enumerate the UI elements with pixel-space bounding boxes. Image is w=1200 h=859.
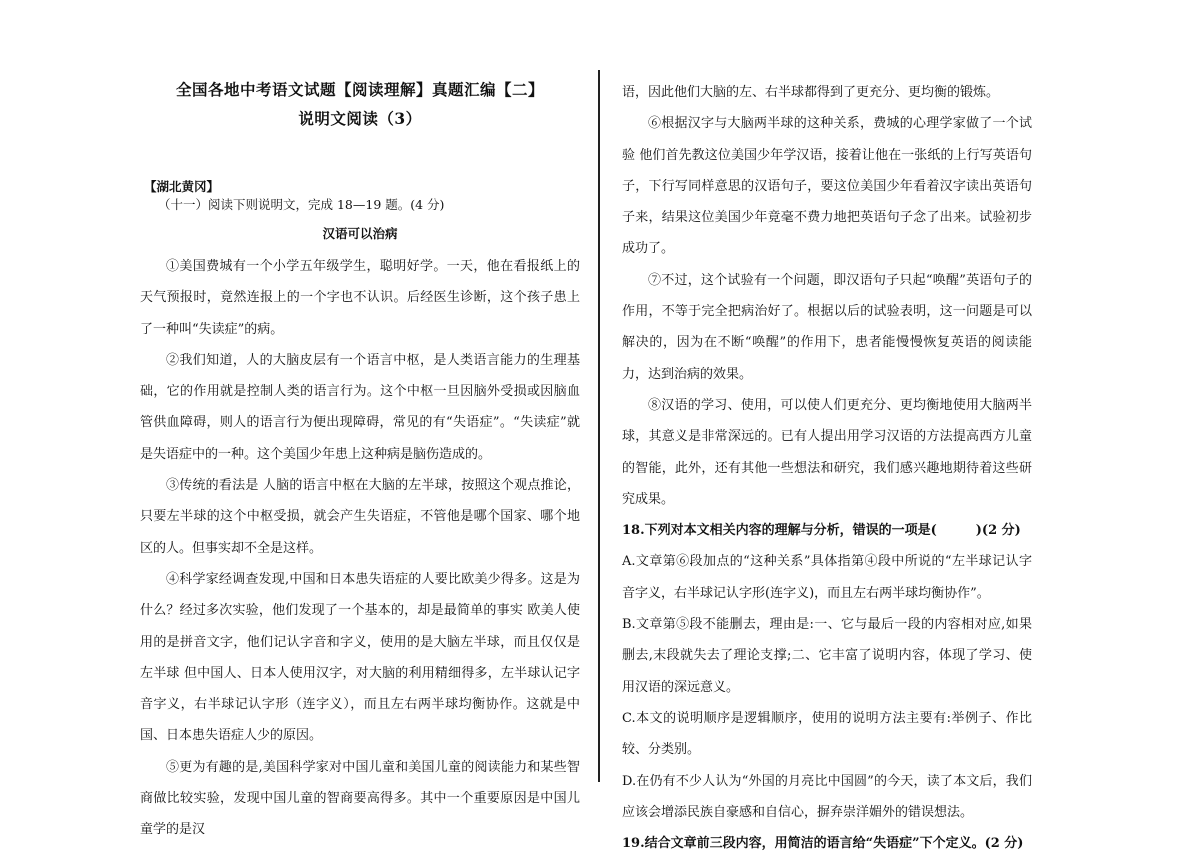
question-19: 19.结合文章前三段内容，用简洁的语言给“失语症”下个定义。(2 分) [622,836,1024,852]
article-body-right [622,77,1032,859]
article-title: 汉语可以治病 [322,226,398,241]
question-18: 18.下列对本文相关内容的理解与分析，错误的一项是( )(2 分) [622,523,1021,539]
column-divider [598,70,600,782]
option-c: C.本文的说明顺序是逻辑顺序，使用的说明方法主要有:举例子、作比较、分类别。 [622,710,1032,758]
paragraph-1: ①美国费城有一个小学五年级学生，聪明好学。一天，他在看报纸上的天气预报时，竟然连报上的一个字也不认识。后经医生诊断，这个孩子患上了一种叫“失读症”的病。 [140,259,580,337]
paragraph-5-continued: 语，因此他们大脑的左、右半球都得到了更充分、更均衡的锻炼。 [622,85,1000,100]
page-subtitle: 说明文阅读（3） [298,109,422,128]
paragraph-2: ②我们知道，人的大脑皮层有一个语言中枢，是人类语言能力的生理基础，它的作用就是控制人类的语言行为。这个中枢一旦因脑外受损或因脑血管供血障碍，则人的语言行为便出现障碍，常见的有“失语症”。“失读症”就是失语症中的一种。这个美国少年患上这种病是脑伤造成的。 [140,352,580,462]
article-body-left [140,251,580,846]
paragraph-8: ⑧汉语的学习、使用，可以使人们更充分、更均衡地使用大脑两半球，其意义是非常深远的。已有人提出用学习汉语的方法提高西方儿童的智能，此外，还有其他一些想法和研究，我们感兴趣地期待着这些研究成果。 [622,397,1032,507]
source-label: 【湖北黄冈】 [144,179,220,194]
paragraph-3: ③传统的看法是 人脑的语言中枢在大脑的左半球，按照这个观点推论，只要左半球的这个中枢受损，就会产生失语症，不管他是哪个国家、哪个地区的人。但事实却不全是这样。 [140,478,580,556]
paragraph-6: ⑥根据汉字与大脑两半球的这种关系，费城的心理学家做了一个试验 他们首先教这位美国少年学汉语，接着让他在一张纸的上行写英语句子，下行写同样意思的汉语句子，要这位美国少年看着汉字读出英语句子来，结果这位美国少年竟毫不费力地把英语句子念了出来。试验初步成功了。 [622,116,1032,257]
option-b: B.文章第⑤段不能删去，理由是:一、它与最后一段的内容相对应,如果删去,末段就失去了理论支撑;二、它丰富了说明内容，体现了学习、使用汉语的深远意义。 [622,617,1032,695]
option-a: A.文章第⑥段加点的“这种关系”具体指第④段中所说的“左半球记认字音字义，右半球记认字形(连字义)，而且左右两半球均衡协作”。 [622,554,1032,601]
paragraph-7: ⑦不过，这个试验有一个问题，即汉语句子只起“唤醒”英语句子的作用，不等于完全把病治好了。根据以后的试验表明，这一问题是可以解决的，因为在不断“唤醒”的作用下，患者能慢慢恢复英语的阅读能力，达到治病的效果。 [622,272,1032,382]
paragraph-4: ④科学家经调查发现,中国和日本患失语症的人要比欧美少得多。这是为什么？经过多次实验，他们发现了一个基本的，却是最简单的事实 欧美人使用的是拼音文字，他们记认字音和字义，使用的是大脑左半球，而且仅仅是左半球 但中国人、日本人使用汉字，对大脑的利用精细得多，左半球认记字音字义，右半球记认字形（连字义），而且左右两半球均衡协作。这就是中国、日本患失语症人少的原因。 [140,571,580,744]
section-intro: （十一）阅读下则说明文，完成 18—19 题。(4 分) [158,197,445,212]
paragraph-5: ⑤更为有趣的是,美国科学家对中国儿童和美国儿童的阅读能力和某些智商做比较实验，发现中国儿童的智商要高得多。其中一个重要原因是中国儿童学的是汉 [140,759,580,838]
page-title: 全国各地中考语文试题【阅读理解】真题汇编【二】 [175,80,544,99]
option-d: D.在仍有不少人认为“外国的月亮比中国圆”的今天，读了本文后，我们应该会增添民族自豪感和自信心，摒弃崇洋媚外的错误想法。 [622,773,1032,820]
